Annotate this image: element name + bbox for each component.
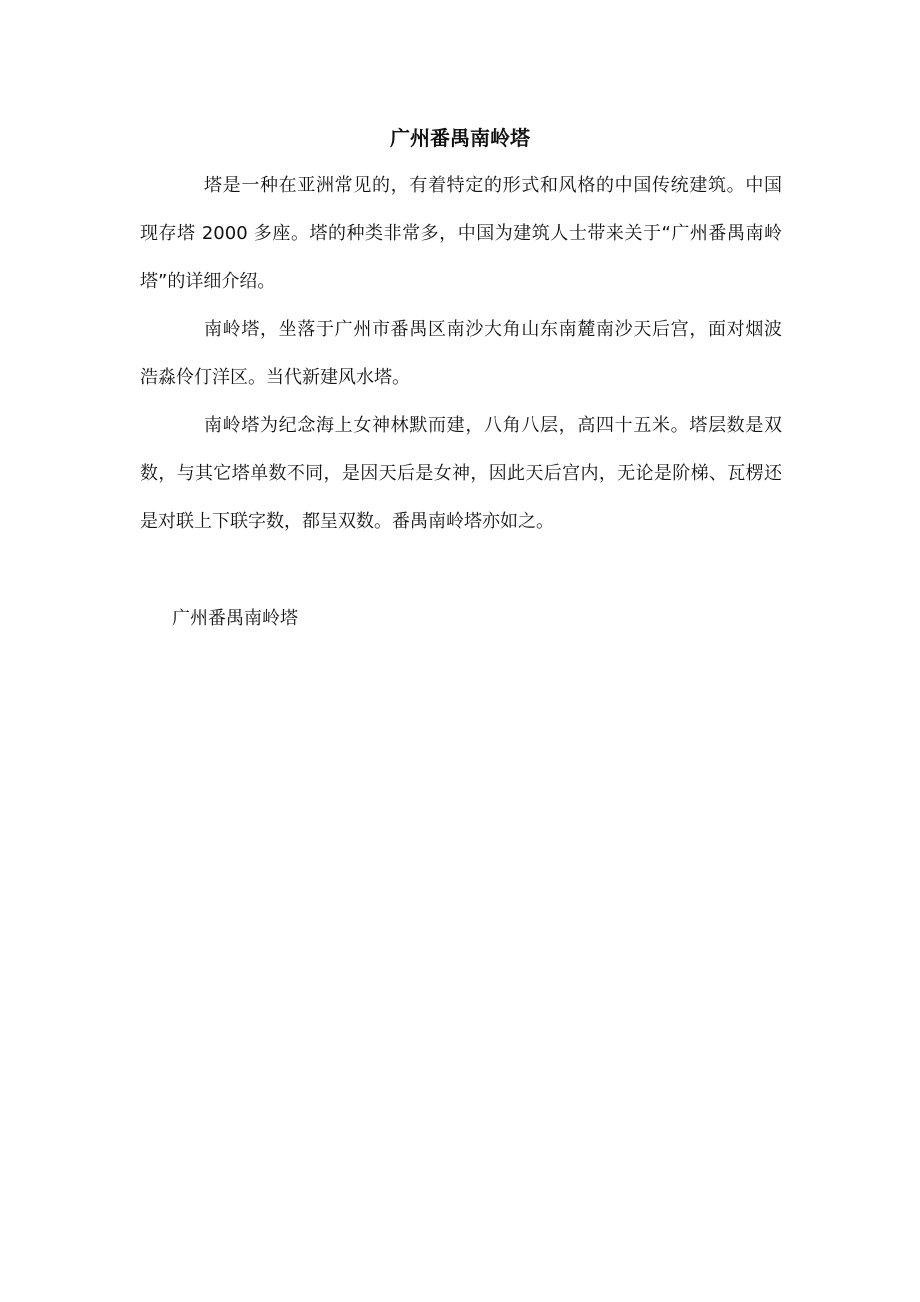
paragraph-history <box>140 402 782 546</box>
paragraph-intro <box>140 162 782 306</box>
paragraph-line: 是对联上下联字数，都呈双数。番禺南岭塔亦如之。 <box>140 511 554 532</box>
paragraph-location <box>140 306 782 402</box>
document-title: 广州番禺南岭塔 <box>390 126 530 150</box>
paragraph-line: 南岭塔为纪念海上女神林默而建，八角八层，高四十五米。塔层数是双 <box>204 415 782 436</box>
image-caption: 广州番禺南岭塔 <box>172 608 298 629</box>
paragraph-line: 现存塔 2000 多座。塔的种类非常多，中国为建筑人士带来关于“广州番禺南岭 <box>140 223 782 244</box>
paragraph-line: 数，与其它塔单数不同，是因天后是女神，因此天后宫内，无论是阶梯、瓦楞还 <box>140 463 782 484</box>
paragraph-line: 塔”的详细介绍。 <box>140 271 276 292</box>
paragraph-line: 浩淼伶仃洋区。当代新建风水塔。 <box>140 367 410 388</box>
paragraph-line: 南岭塔，坐落于广州市番禺区南沙大角山东南麓南沙天后宫，面对烟波 <box>204 319 782 340</box>
document-body <box>140 162 782 546</box>
paragraph-line: 塔是一种在亚洲常见的，有着特定的形式和风格的中国传统建筑。中国 <box>204 175 782 196</box>
